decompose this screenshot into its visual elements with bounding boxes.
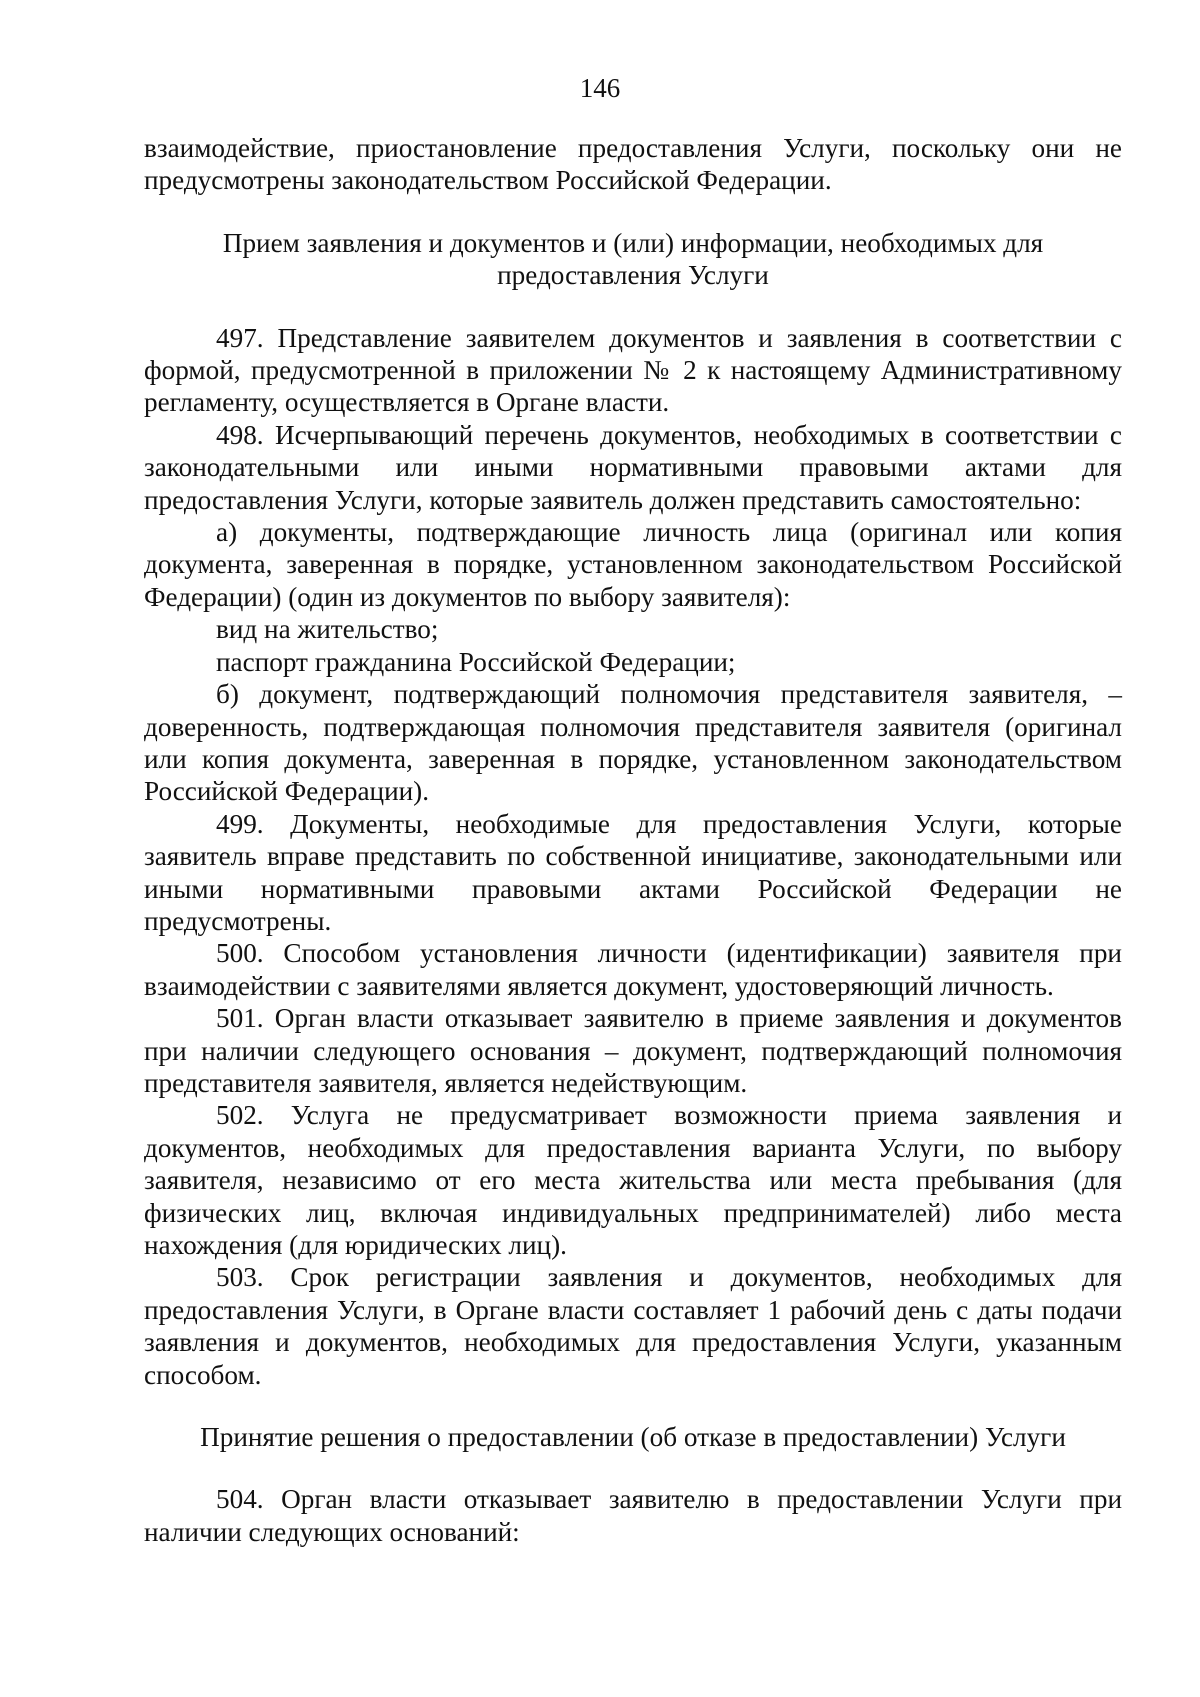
paragraph-498-a: а) документы, подтверждающие личность лица (оригинал или копия документа, заверенная в порядке, установленном законодательством Российской Федерации) (один из документов по выбору заявителя): [144,517,1122,612]
paragraph-504: 504. Орган власти отказывает заявителю в предоставлении Услуги при наличии следующих оснований: [144,1484,1122,1547]
paragraph-continuation: взаимодействие, приостановление предоставления Услуги, поскольку они не предусмотрены законодательством Российской Федерации. [144,133,1122,196]
paragraph-502: 502. Услуга не предусматривает возможности приема заявления и документов, необходимых для предоставления варианта Услуги, по выбору заявителя, независимо от его места жительства или места пребывания (для физических лиц, включая индивидуальных предпринимателей) либо места нахождения (для юридических лиц). [144,1100,1122,1260]
paragraph-501: 501. Орган власти отказывает заявителю в приеме заявления и документов при наличии следующего основания – документ, подтверждающий полномочия представителя заявителя, является недействующим. [144,1003,1122,1098]
section-heading-decision: Принятие решения о предоставлении (об отказе в предоставлении) Услуги [200,1422,1066,1453]
paragraph-498-a-item-2: паспорт гражданина Российской Федерации; [216,646,736,677]
paragraph-499: 499. Документы, необходимые для предоставления Услуги, которые заявитель вправе представить по собственной инициативе, законодательными или иными нормативными правовыми актами Российской Федерации не предусмотрены. [144,808,1122,936]
paragraph-497: 497. Представление заявителем документов и заявления в соответствии с формой, предусмотренной в приложении № 2 к настоящему Административному регламенту, осуществляется в Органе власти. [144,322,1122,418]
paragraph-498-b: б) документ, подтверждающий полномочия представителя заявителя, – доверенность, подтверждающая полномочия представителя заявителя (оригинал или копия документа, заверенная в порядке, установленном законодательством Российской Федерации). [144,679,1122,807]
paragraph-503: 503. Срок регистрации заявления и документов, необходимых для предоставления Услуги, в Органе власти составляет 1 рабочий день с даты подачи заявления и документов, необходимых для предоставления Услуги, указанным способом. [144,1262,1122,1390]
section-heading-application-receipt: Прием заявления и документов и (или) информации, необходимых для предоставления Услуги [222,227,1044,291]
paragraph-498-a-item-1: вид на жительство; [216,614,439,645]
page-number: 146 [579,73,621,103]
paragraph-500: 500. Способом установления личности (идентификации) заявителя при взаимодействии с заявителями является документ, удостоверяющий личность. [144,938,1122,1001]
document-body [144,132,1122,1548]
paragraph-498: 498. Исчерпывающий перечень документов, необходимых в соответствии с законодательными или иными нормативными правовыми актами для предоставления Услуги, которые заявитель должен представить самостоятельно: [144,419,1122,515]
